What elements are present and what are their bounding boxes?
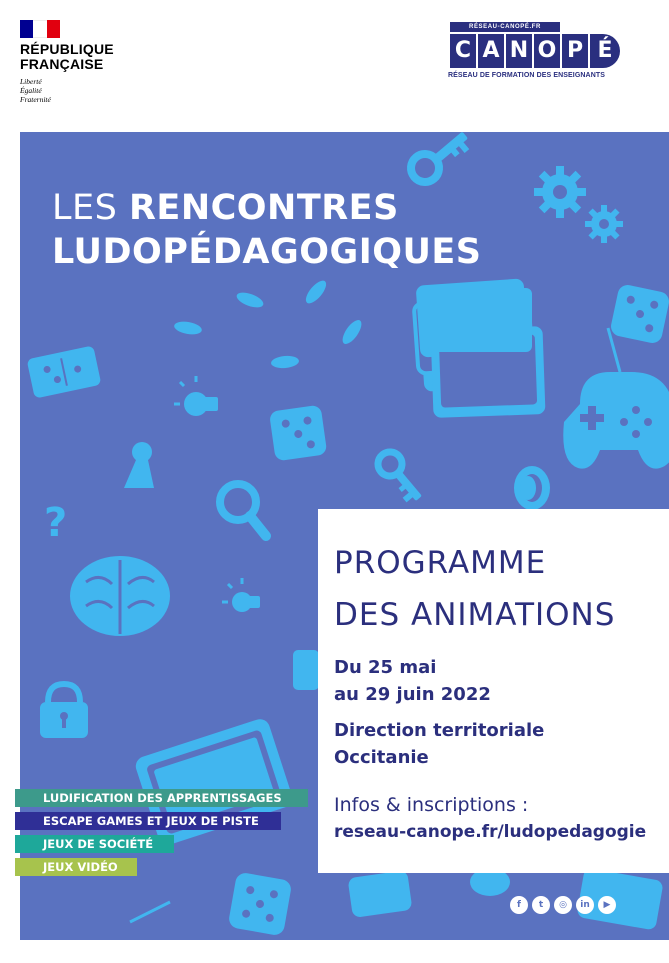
tag-escape-games: ESCAPE GAMES ET JEUX DE PISTE	[15, 812, 281, 830]
republique-francaise-title: RÉPUBLIQUE FRANÇAISE	[20, 41, 114, 72]
gear-small-icon	[585, 205, 623, 243]
domino-icon	[348, 870, 413, 918]
social-links	[510, 896, 616, 914]
game-controller-icon	[563, 328, 669, 469]
canope-letter: É	[590, 34, 620, 68]
poster-main-title	[52, 186, 482, 274]
date-start: Du 25 mai	[334, 657, 437, 678]
canope-letter: C	[450, 34, 476, 68]
coin-icon	[514, 466, 550, 510]
lightbulb-icon	[222, 578, 260, 612]
magnifier-icon	[220, 484, 266, 536]
canope-letter: O	[534, 34, 560, 68]
infos-inscriptions-label: Infos & inscriptions :	[334, 794, 529, 816]
canope-subtitle: RÉSEAU DE FORMATION DES ENSEIGNANTS	[448, 72, 605, 79]
info-box	[318, 509, 669, 873]
gear-icon	[534, 166, 586, 218]
padlock-icon	[40, 684, 88, 738]
twitter-icon[interactable]: t	[532, 896, 550, 914]
title-prefix: LES	[52, 188, 129, 228]
programme-line-2: DES ANIMATIONS	[334, 597, 616, 633]
title-rencontres: RENCONTRES	[128, 188, 399, 228]
game-pawn-icon	[124, 442, 154, 488]
brain-icon	[70, 556, 170, 636]
republique-motto	[20, 77, 51, 104]
tag-jeux-video: JEUX VIDÉO	[15, 858, 137, 876]
french-flag-icon	[20, 20, 60, 38]
dice-icon	[269, 405, 327, 462]
footprint-icon	[173, 277, 365, 369]
motto-fraternite: Fraternité	[20, 95, 51, 104]
cable-icon	[130, 902, 170, 922]
tablet-stack-icon	[414, 278, 546, 418]
title-ludopedagogiques: LUDOPÉDAGOGIQUES	[52, 232, 482, 272]
republique-francaise-logo	[20, 20, 130, 115]
canope-logo[interactable]	[446, 22, 618, 84]
key-icon	[405, 132, 474, 188]
registration-link[interactable]: reseau-canope.fr/ludopedagogie	[334, 822, 647, 842]
canope-letter: A	[478, 34, 504, 68]
dice-icon	[609, 283, 669, 345]
event-dates	[334, 654, 491, 708]
title-line-1	[52, 186, 482, 230]
tag-jeux-de-societe: JEUX DE SOCIÉTÉ	[15, 835, 174, 853]
region-label: Occitanie	[334, 747, 429, 768]
facebook-icon[interactable]: f	[510, 896, 528, 914]
programme-heading	[334, 537, 615, 641]
canope-letter: N	[506, 34, 532, 68]
date-end: au 29 juin 2022	[334, 684, 491, 705]
programme-line-1: PROGRAMME	[334, 545, 547, 581]
direction-label: Direction territoriale	[334, 720, 545, 741]
organizer	[334, 717, 544, 771]
domino-icon	[27, 345, 102, 398]
dice-icon	[293, 650, 319, 690]
youtube-icon[interactable]: ▶	[598, 896, 616, 914]
motto-liberte: Liberté	[20, 77, 42, 86]
linkedin-icon[interactable]: in	[576, 896, 594, 914]
tag-ludification: LUDIFICATION DES APPRENTISSAGES	[15, 789, 308, 807]
canope-letter: P	[562, 34, 588, 68]
question-mark-icon: ?	[44, 500, 68, 546]
canope-wordmark	[450, 34, 620, 68]
dice-icon	[228, 872, 293, 937]
lightbulb-icon	[174, 376, 218, 416]
motto-egalite: Égalité	[20, 86, 42, 95]
key-icon	[373, 447, 428, 506]
instagram-icon[interactable]: ◎	[554, 896, 572, 914]
canope-url-banner: RÉSEAU-CANOPÉ.FR	[450, 22, 560, 32]
